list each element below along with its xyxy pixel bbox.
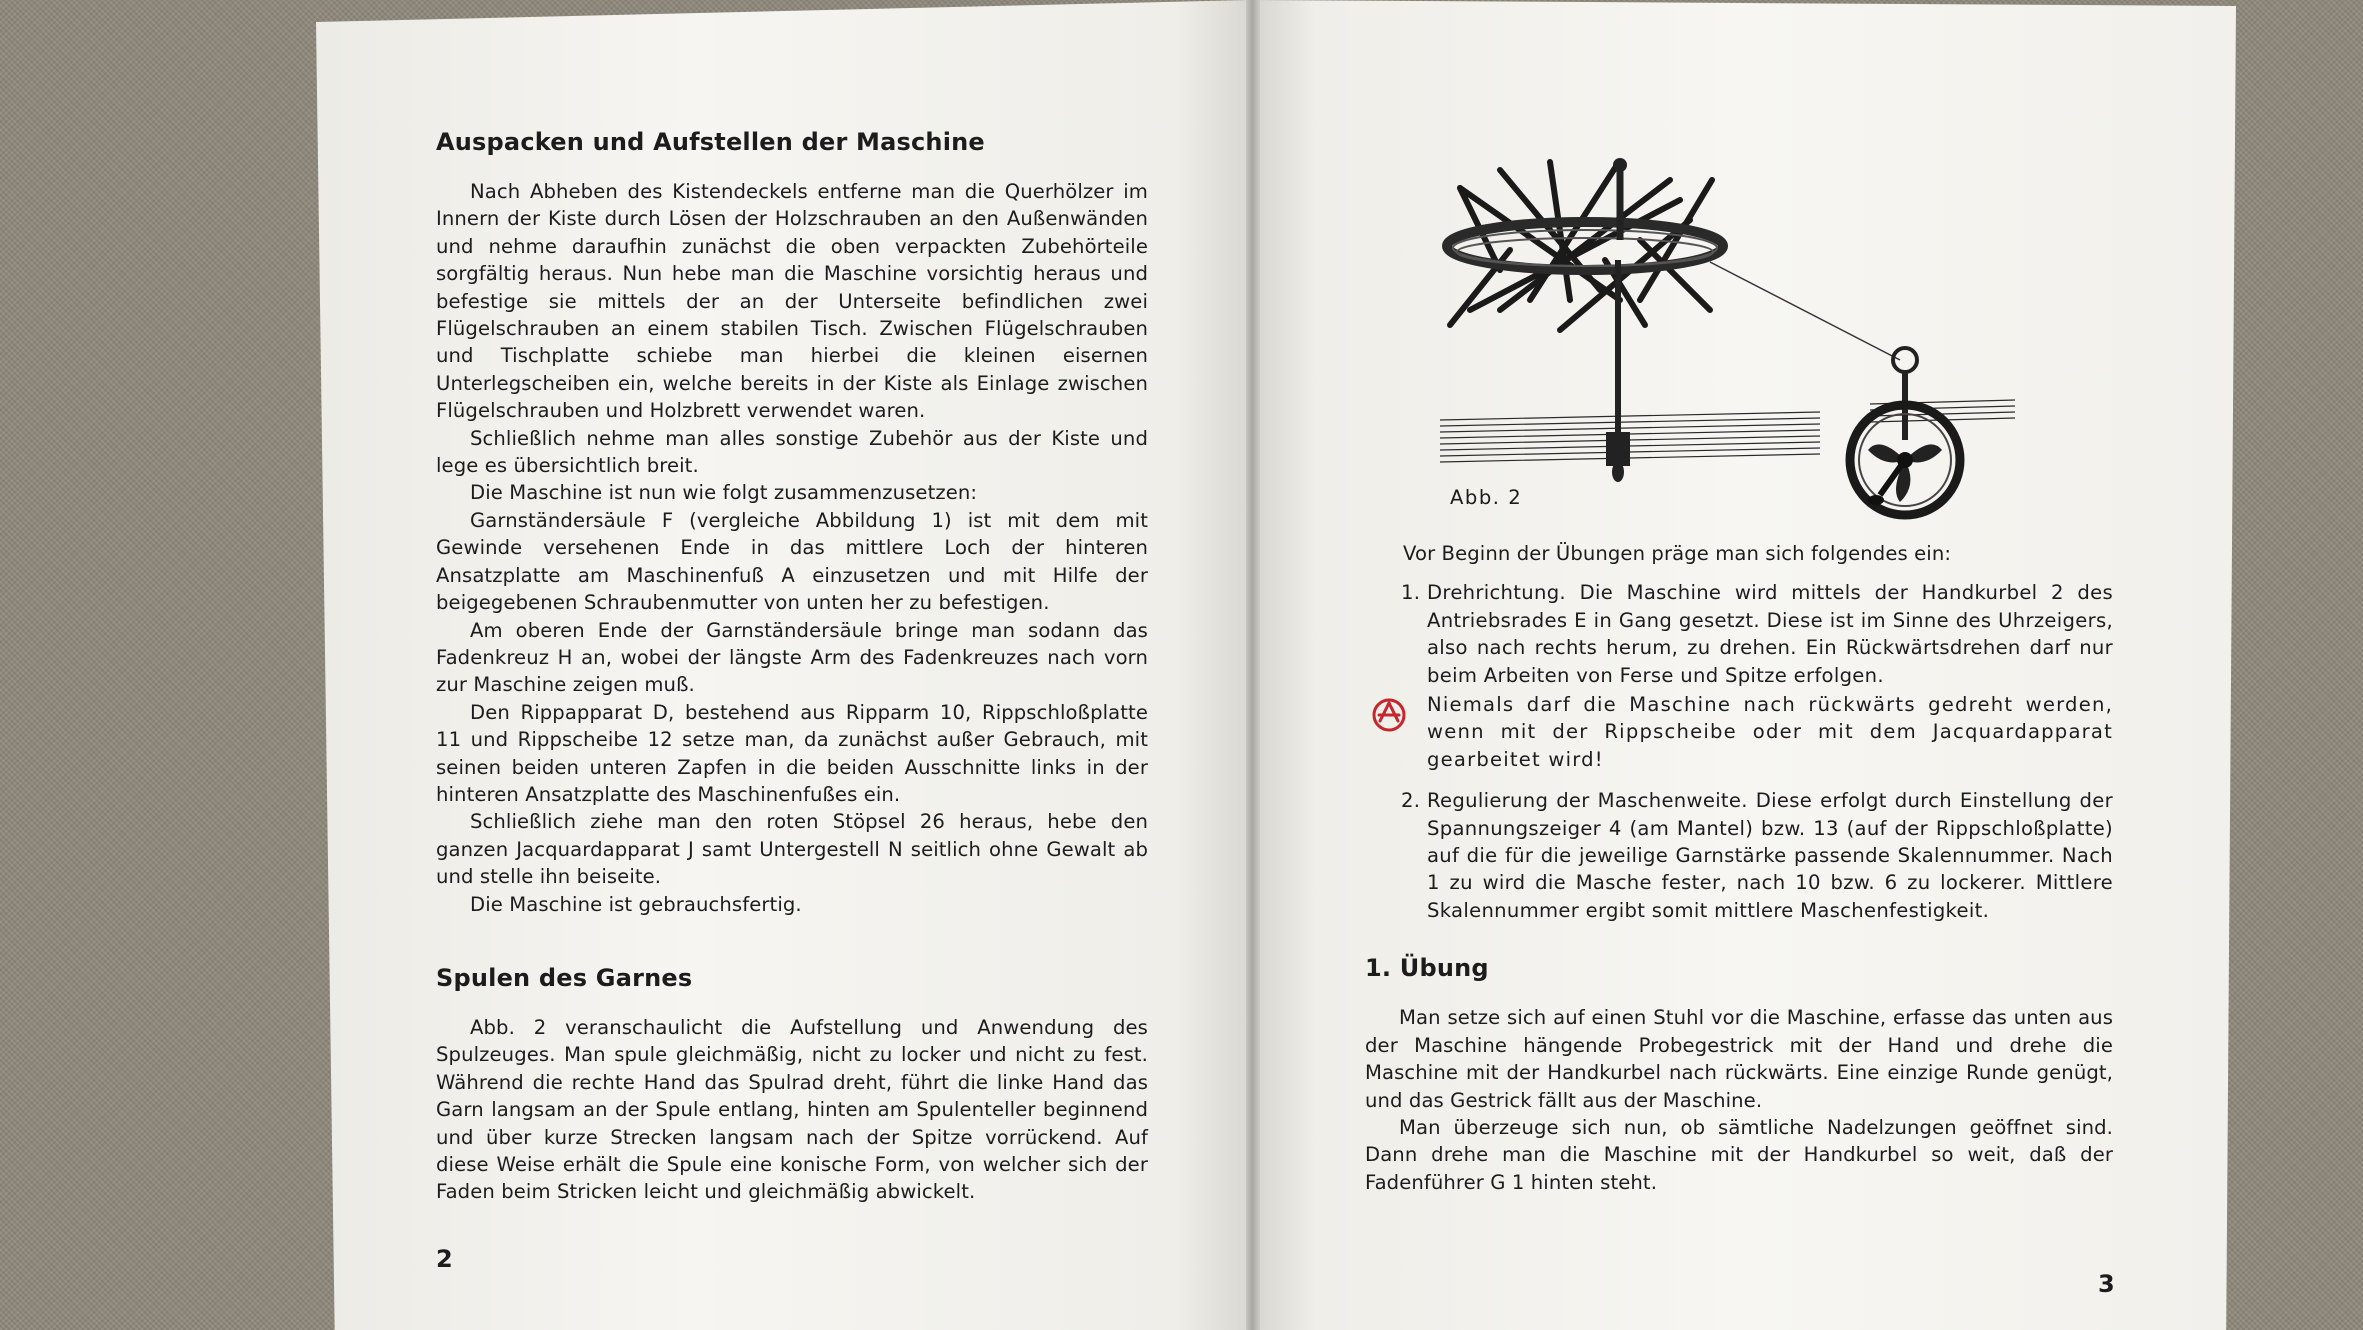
section-title-spooling: Spulen des Garnes (436, 963, 693, 992)
intro-text: Vor Beginn der Übungen präge man sich folgendes ein: (1403, 542, 1952, 565)
list-item (1365, 787, 2113, 924)
paragraph: Am oberen Ende der Garnständersäule bringe man sodann das Fadenkreuz H an, wobei der längste Arm des Fadenkreuzes nach vorn zur Maschine zeigen muß. (436, 618, 1148, 697)
warning-text: Niemals darf die Maschine nach rückwärts gedreht werden, wenn mit der Rippscheibe oder mit dem Jacquardapparat gearbeitet wird! (1427, 693, 2113, 771)
section-title-unpacking: Auspacken und Aufstellen der Maschine (436, 128, 985, 156)
yarn-winder-illustration (1440, 150, 2025, 522)
paragraph: Die Maschine ist gebrauchsfertig. (470, 892, 802, 916)
list-text: Drehrichtung. Die Maschine wird mittels der Handkurbel 2 des Antriebsrades E in Gang gesetzt. Diese ist im Sinne des Uhrzeigers, also nach rechts herum, zu drehen. Ein Rückwärtsdrehen darf nur beim Arbeiten von Ferse und Spitze erfolgen. (1427, 581, 2113, 687)
paragraph: Abb. 2 veranschaulicht die Aufstellung und Anwendung des Spulzeuges. Man spule gleichmäßig, nicht zu locker und nicht zu fest. Während die rechte Hand das Spulrad dreht, führt die linke Hand das Garn langsam an der Spule entlang, hinten am Spulenteller beginnend und über kurze Strecken langsam nach der Spitze vorrückend. Auf diese Weise erhält die Spule eine konische Form, von welcher sich der Faden beim Stricken leicht und gleichmäßig abwickelt. (436, 1015, 1148, 1204)
paragraph: Die Maschine ist nun wie folgt zusammenzusetzen: (470, 481, 978, 505)
list-text: Regulierung der Maschenweite. Diese erfolgt durch Einstellung der Spannungszeiger 4 (am Mantel) bzw. 13 (auf der Rippschloßplatte) auf die für die jeweilige Garnstärke passende Skalennummer. Nach 1 zu wird die Masche fester, nach 10 bzw. 6 zu lockerer. Mittlere Skalennummer ergibt somit mittlere Maschenfestigkeit. (1427, 789, 2113, 922)
left-column (436, 128, 1148, 1206)
paragraph: Garnständersäule F (vergleiche Abbildung 1) ist mit dem mit Gewinde versehenen Ende in das mittlere Loch der hinteren Ansatzplatte am Maschinenfuß A einzusetzen und mit Hilfe der beigegebenen Schraubenmutter von unten her zu befestigen. (436, 508, 1148, 615)
paragraph: Man setze sich auf einen Stuhl vor die Maschine, erfasse das unten aus der Maschine hängende Probegestrick mit der Hand und drehe die Maschine mit der Handkurbel nach rückwärts. Eine einzige Runde genügt, und das Gestrick fällt aus der Maschine. (1365, 1006, 2113, 1112)
paragraph: Nach Abheben des Kistendeckels entferne man die Querhölzer im Innern der Kiste durch Lösen der Holzschrauben an den Außenwänden und nehme daraufhin zunächst die oben verpackten Zubehörteile sorgfältig heraus. Nun hebe man die Maschine vorsichtig heraus und befestige sie mittels der an der Unterseite befindlichen zwei Flügelschrauben an einem stabilen Tisch. Zwischen Flügelschrauben und Tischplatte schiebe man hierbei die kleinen eisernen Unterlegscheiben ein, welche bereits in der Kiste als Einlage zwischen Flügelschrauben und Holzbrett verwendet waren. (436, 180, 1148, 423)
warning-note (1365, 691, 2113, 773)
instruction-list (1365, 579, 2113, 924)
list-number: 2. (1401, 789, 1421, 813)
page-number: 3 (2098, 1270, 2115, 1298)
exercise-title: 1. Übung (1365, 954, 1489, 983)
list-number: 1. (1401, 581, 1421, 605)
figure-caption: Abb. 2 (1450, 486, 1523, 509)
paragraph: Schließlich ziehe man den roten Stöpsel 26 heraus, hebe den ganzen Jacquardapparat J samt Untergestell N seitlich ohne Gewalt ab und stelle ihn beiseite. (436, 810, 1148, 889)
warning-symbol-icon (1371, 697, 1407, 733)
list-item (1365, 579, 2113, 689)
paragraph: Den Rippapparat D, bestehend aus Ripparm 10, Rippschloßplatte 11 und Rippscheibe 12 setze man, da zunächst außer Gebrauch, mit seinen beiden unteren Zapfen in die beiden Ausschnitte links in der hinteren Ansatzplatte des Maschinenfußes ein. (436, 700, 1148, 806)
right-column (1365, 540, 2113, 1196)
paragraph: Schließlich nehme man alles sonstige Zubehör aus der Kiste und lege es übersichtlich breit. (436, 426, 1148, 478)
book-gutter (1246, 0, 1260, 1330)
paragraph: Man überzeuge sich nun, ob sämtliche Nadelzungen geöffnet sind. Dann drehe man die Maschine mit der Handkurbel so weit, daß der Fadenführer G 1 hinten steht. (1365, 1115, 2113, 1194)
page-number: 2 (436, 1245, 453, 1273)
